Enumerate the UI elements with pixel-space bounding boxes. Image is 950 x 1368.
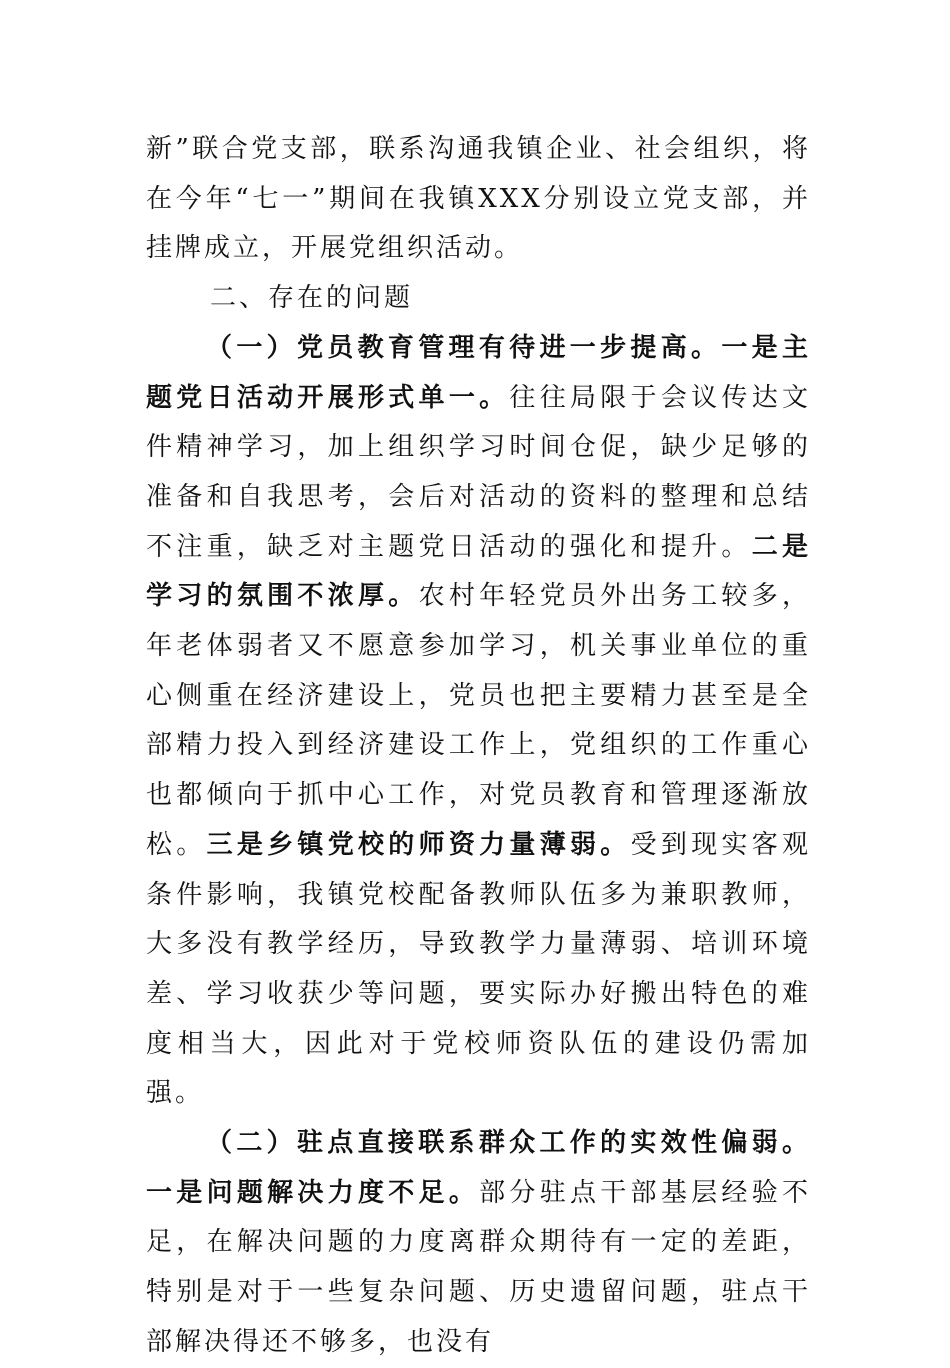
paragraph-liaison-work xyxy=(146,1119,811,1368)
body-text: 受到现实客观条件影响，我镇党校配备教师队伍多为兼职教师，大多没有教学经历，导致教学力量薄弱、培训环境差、学习收获少等问题，要实际办好搬出特色的难度相当大，因此对于党校师资队伍的建设仍需加强。 xyxy=(146,829,811,1109)
bold-point-3: 三是乡镇党校的师资力量薄弱。 xyxy=(206,829,631,860)
paragraph-party-education xyxy=(146,324,811,1119)
body-text: 农村年轻党员外出务工较多，年老体弱者又不愿意参加学习，机关事业单位的重心侧重在经济建设上，党员也把主要精力甚至是全部精力投入到经济建设工作上，党组织的工作重心也都倾向于抓中心工作，对党员教育和管理逐渐放松。 xyxy=(146,581,811,860)
document-body xyxy=(146,125,811,1368)
body-text: 往往局限于会议传达文件精神学习，加上组织学习时间仓促，缺少足够的准备和自我思考，会后对活动的资料的整理和总结不注重，缺乏对主题党日活动的强化和提升。 xyxy=(146,382,811,562)
section-heading: 二、存在的问题 xyxy=(210,283,414,314)
bold-heading-1: （一）党员教育管理有待进一步提高。一是主题党日活动开展形式单一。 xyxy=(146,332,811,413)
paragraph-continuation: 新”联合党支部，联系沟通我镇企业、社会组织，将在今年“七一”期间在我镇XXX分别设立党支部，并挂牌成立，开展党组织活动。 xyxy=(146,134,811,264)
bold-point-2: 二是学习的氛围不浓厚。 xyxy=(146,531,811,612)
bold-heading-2: （二）驻点直接联系群众工作的实效性偏弱。一是问题解决力度不足。 xyxy=(146,1128,811,1208)
body-text: 部分驻点干部基层经验不足，在解决问题的力度离群众期待有一定的差距，特别是对于一些复杂问题、历史遗留问题，驻点干部解决得还不够多，也没有 xyxy=(146,1177,811,1357)
